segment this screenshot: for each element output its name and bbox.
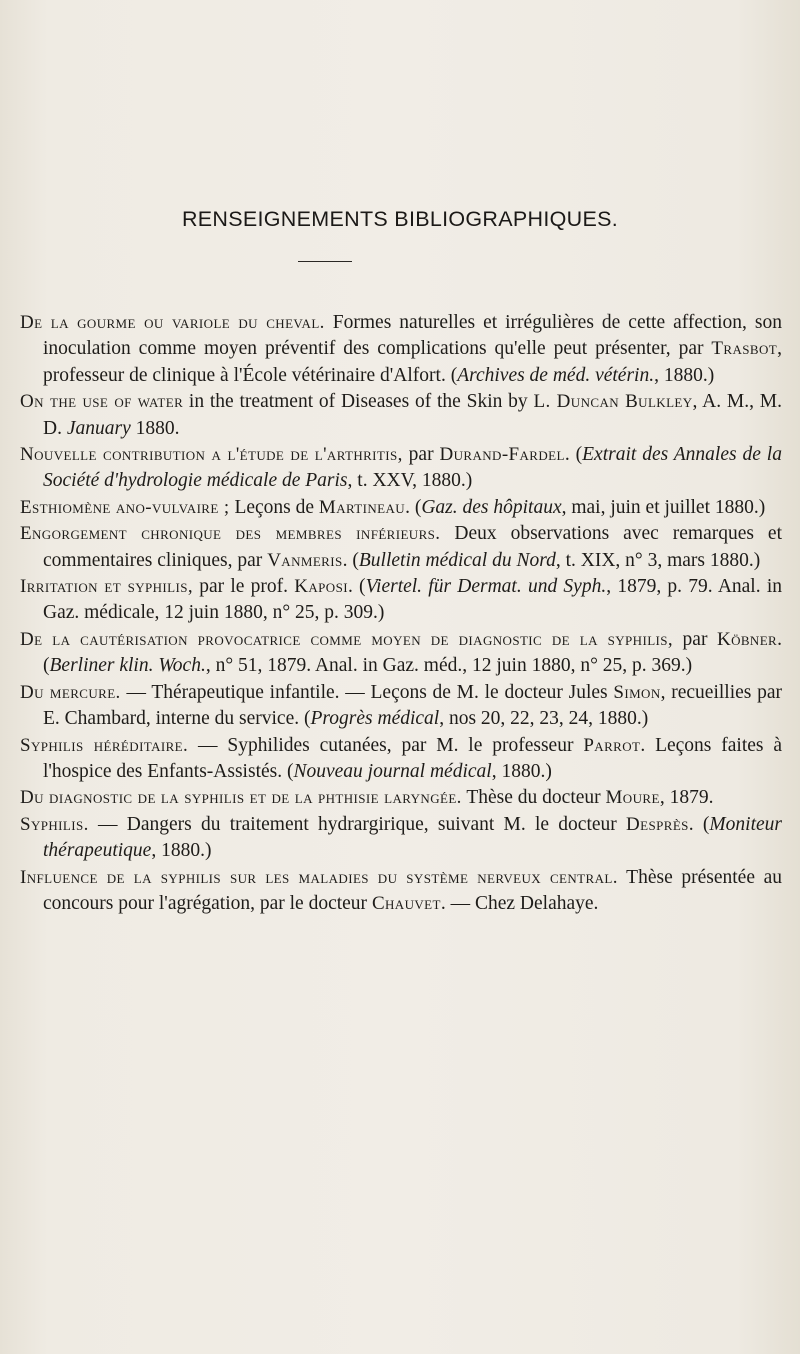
entry-heading: Irritation et syphilis, — [20, 576, 193, 598]
entry-author: Parrot — [583, 734, 641, 756]
page-title: RENSEIGNEMENTS BIBLIOGRAPHIQUES. — [181, 207, 619, 231]
entry-text: 1880. — [130, 417, 180, 439]
entry-author: Kaposi — [294, 576, 348, 598]
bibliography-entry — [20, 521, 782, 574]
entry-source: Archives de méd. vétérin. — [457, 364, 655, 386]
entry-text: Thèse du docteur — [461, 787, 606, 809]
entry-text: , 1879. — [659, 787, 714, 809]
entry-text: . — Chez Delahaye. — [440, 892, 599, 914]
entry-text: Formes naturelles et irrégulières de cette affection, son inoculation comme moyen préventif des complications qu'elle peut présenter, par — [43, 312, 782, 360]
bibliography-entry — [20, 865, 782, 918]
entry-text: , t. XXV, 1880.) — [347, 470, 473, 492]
entry-source: Nouveau journal médical — [293, 760, 492, 782]
entry-text: — Dangers du traitement hydrargirique, suivant M. le docteur — [88, 813, 627, 835]
entry-text: . ( — [342, 549, 359, 571]
entry-text: , 1879, p. 79. Anal. in Gaz. médicale, 12 juin 1880, n° 25, p. 309.) — [43, 576, 782, 624]
entry-text: Deux observations avec remarques et commentaires cliniques, par — [43, 523, 782, 571]
entry-heading: On the use of water — [20, 391, 184, 413]
entry-heading: Influence de la syphilis sur les maladies du système nerveux central. — [20, 866, 618, 888]
entry-text: . ( — [688, 813, 710, 835]
entry-author: Trasbot — [711, 338, 778, 360]
entry-heading: De la cautérisation provocatrice comme moyen de diagnostic de la syphilis, — [20, 628, 674, 650]
entry-source: Progrès médical — [310, 708, 440, 730]
entry-heading: Syphilis. — [20, 813, 89, 835]
entry-text: , t. XIX, n° 3, mars 1880.) — [555, 549, 761, 571]
entry-author: Chauvet — [371, 892, 441, 914]
entry-author: Durand-Fardel — [439, 444, 565, 466]
bibliography-entry — [20, 627, 782, 680]
bibliography-list — [20, 310, 782, 917]
entry-text: , mai, juin et juillet 1880.) — [561, 496, 766, 518]
bibliography-entry — [20, 574, 782, 627]
entry-text: . Leçons faites à l'hospice des Enfants-Assistés. ( — [43, 734, 782, 782]
entry-author: Simon — [613, 681, 661, 703]
bibliography-entry — [20, 785, 782, 811]
entry-text: par — [673, 628, 717, 650]
bibliography-entry — [20, 389, 782, 442]
entry-text: — Thérapeutique infantile. — Leçons de M. le docteur Jules — [120, 681, 614, 703]
entry-heading: Nouvelle contribution a l'étude de l'arthritis, — [20, 444, 403, 466]
entry-text: , 1880.) — [151, 840, 212, 862]
entry-text: — Syphilides cutanées, par M. le professeur — [188, 734, 584, 756]
entry-text: par le prof. — [193, 576, 295, 598]
entry-heading: Engorgement chronique des membres inférieurs. — [20, 523, 441, 545]
entry-text: , professeur de clinique à l'École vétérinaire d'Alfort. ( — [43, 338, 782, 386]
bibliography-entry — [20, 680, 782, 733]
entry-source: Berliner klin. Woch. — [49, 655, 206, 677]
entry-source: Moniteur thérapeutique — [43, 813, 782, 862]
entry-text: par — [402, 444, 440, 466]
entry-text: Thèse présentée au concours pour l'agrégation, par le docteur — [43, 866, 783, 914]
entry-heading: Esthiomène ano-vulvaire ; — [20, 496, 230, 518]
entry-author: Martineau — [318, 496, 406, 518]
entry-text: , A. M., M. D. — [43, 391, 782, 439]
entry-text: , 1880.) — [654, 364, 715, 386]
bibliography-entry — [20, 310, 782, 389]
entry-source: Gaz. des hôpitaux — [421, 496, 562, 518]
entry-heading: Syphilis héréditaire. — [20, 734, 189, 756]
bibliography-entry — [20, 733, 782, 786]
entry-source: Bulletin médical du Nord — [358, 549, 556, 571]
entry-text: . ( — [43, 628, 783, 677]
entry-text: , recueillies par E. Chambard, interne du service. ( — [43, 681, 782, 730]
entry-source: Viertel. für Dermat. und Syph. — [365, 576, 607, 598]
entry-author: Desprès — [626, 813, 689, 835]
entry-heading: Du diagnostic de la syphilis et de la phthisie laryngée. — [20, 787, 462, 809]
bibliography-entry — [20, 495, 782, 521]
entry-text: , 1880.) — [491, 760, 552, 782]
entry-text: . ( — [347, 576, 366, 598]
entry-author: Köbner — [716, 628, 778, 650]
entry-text: Leçons de — [229, 496, 319, 518]
entry-heading: De la gourme ou variole du cheval. — [20, 312, 325, 333]
entry-text: . ( — [405, 496, 422, 518]
entry-author: L. Duncan Bulkley — [533, 391, 693, 413]
entry-text: in the treatment of Diseases of the Skin by — [183, 391, 534, 413]
entry-heading: Du mercure. — [20, 681, 121, 703]
entry-text: , nos 20, 22, 23, 24, 1880.) — [439, 708, 649, 730]
entry-author: Moure — [605, 787, 660, 809]
entry-author: Vanmeris — [267, 549, 343, 571]
entry-source: Extrait des Annales de la Société d'hydrologie médicale de Paris — [43, 444, 782, 492]
entry-text: , n° 51, 1879. Anal. in Gaz. méd., 12 juin 1880, n° 25, p. 369.) — [205, 655, 693, 677]
bibliography-entry — [20, 812, 782, 865]
title-divider — [298, 261, 352, 262]
entry-text: . ( — [564, 444, 583, 466]
entry-source: January — [66, 417, 131, 439]
bibliography-entry — [20, 442, 782, 495]
